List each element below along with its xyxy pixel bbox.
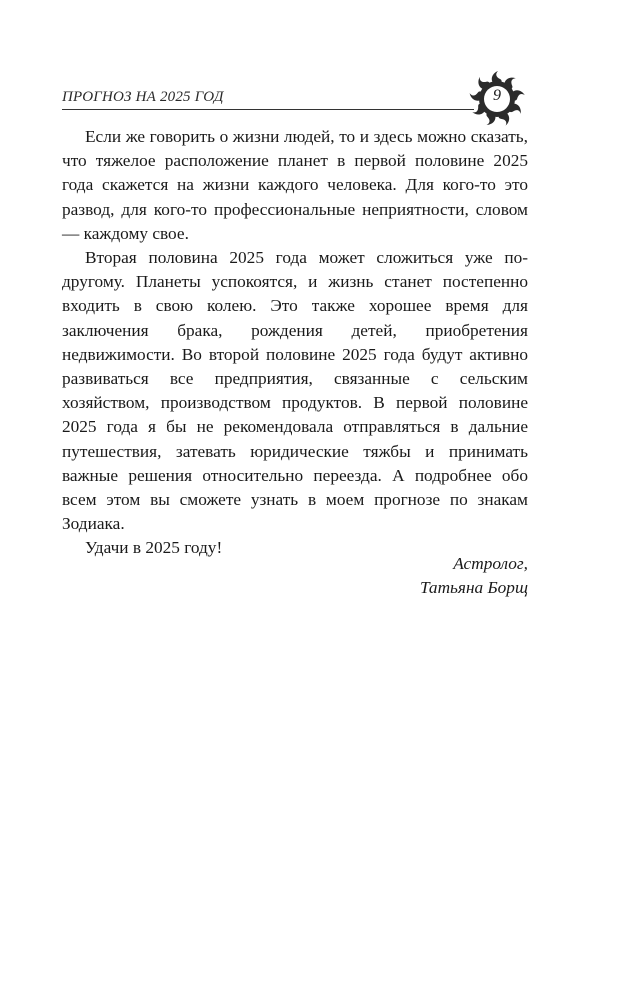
signature-role: Астролог, (453, 554, 528, 573)
signature (420, 552, 528, 600)
running-title: ПРОГНОЗ НА 2025 ГОД (62, 89, 224, 105)
signature-name: Татьяна Борщ (419, 578, 528, 598)
body-text (62, 125, 528, 561)
paragraph: Если же говорить о жизни людей, то и здесь можно сказать, что тяжелое расположение планет в первой половине 2025 года скажется на жизни каждого человека. Для кого-то это развод, для кого-то профессиональные неприятности, словом — каждому свое. (62, 127, 528, 243)
page-number: 9 (493, 87, 501, 104)
paragraph: Вторая половина 2025 года может сложиться уже по-другому. Планеты успокоятся, и жизнь станет постепенно входить в свою колею. Это также хорошее время для заключения брака, рождения детей, приобретения недвижимости. Во второй половине 2025 года будут активно развиваться все предприятия, связанные с сельским хозяйством, производством продуктов. В первой половине 2025 года я бы не рекомендовала отправляться в дальние путешествия, затевать юридические тяжбы и принимать важные решения относительно переезда. А подробнее обо всем этом вы сможете узнать в моем прогнозе по знакам Зодиака. (62, 248, 528, 534)
header-rule (62, 109, 474, 110)
paragraph: Удачи в 2025 году! (85, 538, 223, 558)
